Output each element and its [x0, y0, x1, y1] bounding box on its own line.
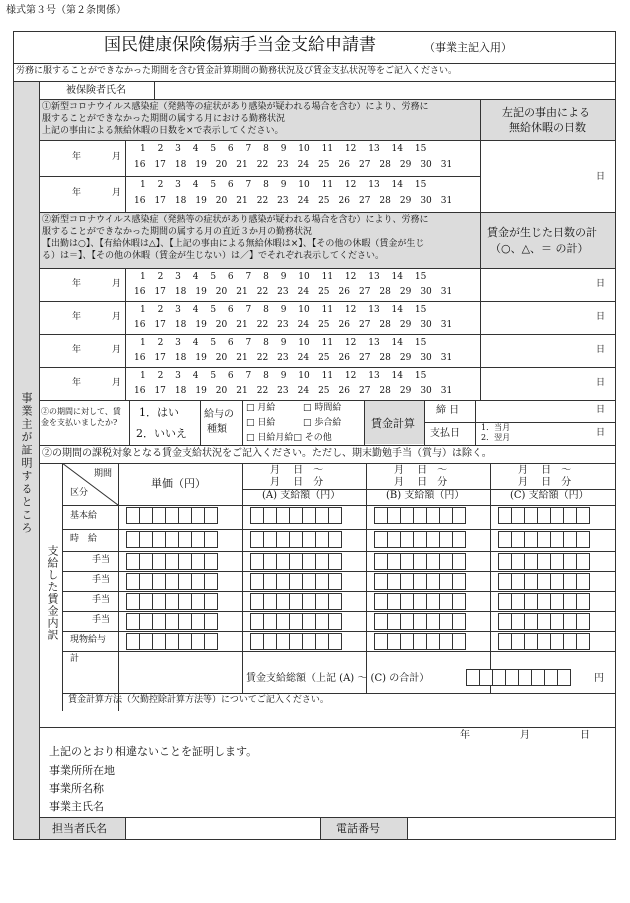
sec1-text-line3: 上記の事由による無給休暇の日数を×で表示してください。: [42, 126, 284, 136]
amount-cells-r1-c1[interactable]: [126, 507, 217, 526]
cert-address-label: 事業所所在地: [49, 764, 115, 777]
insured-name-label: 被保険者氏名: [66, 85, 126, 96]
amount-cells-r3-c2[interactable]: [250, 553, 341, 572]
period-label: 期間: [94, 469, 113, 479]
sec2-days2-2[interactable]: 16 17 18 19 20 21 22 23 24 25 26 27 28 29 30 31: [134, 319, 453, 330]
calc-method-label: 賃金計算方法（欠勤控除計算方法等）についてご記入ください。: [68, 695, 329, 705]
payday-this-month[interactable]: 1．当月: [481, 423, 511, 432]
amount-cells-r1-c4[interactable]: [498, 507, 589, 526]
sec2-month-1[interactable]: 月: [112, 278, 122, 289]
amount-cells-r2-c3[interactable]: [374, 531, 465, 550]
row-label-5: 手当: [92, 595, 111, 605]
sec2-year-1[interactable]: 年: [72, 278, 82, 289]
amount-cells-r2-c4[interactable]: [498, 531, 589, 550]
amount-cells-r2-c2[interactable]: [250, 531, 341, 550]
sec1-year-2[interactable]: 年: [72, 188, 82, 198]
sec1-text-line1: ①新型コロナウイルス感染症（発熱等の症状があり感染が疑われる場合を含む）により、労務に: [42, 102, 429, 112]
sec2-year-2[interactable]: 年: [72, 311, 82, 322]
sec1-days2-1[interactable]: 16 17 18 19 20 21 22 23 24 25 26 27 28 29 30 31: [134, 160, 453, 170]
sec2-days1-1[interactable]: 1 2 3 4 5 6 7 8 9 10 11 12 13 14 15: [140, 272, 427, 282]
payment-yes[interactable]: 1．はい: [139, 406, 179, 419]
amount-cells-r7-c3[interactable]: [374, 633, 465, 652]
cert-company-label: 事業所名称: [49, 782, 104, 795]
total-label: 賃金支給総額（上記 (A) ～ (C) の合計）: [246, 673, 430, 684]
wage-type-label2: 種類: [207, 424, 227, 435]
amount-cells-r5-c3[interactable]: [374, 593, 465, 612]
amount-cells-r3-c3[interactable]: [374, 553, 465, 572]
sec2-days2-4[interactable]: 16 17 18 19 20 21 22 23 24 25 26 27 28 29 30 31: [134, 385, 453, 396]
col-a-header: (A) 支給額（円）: [262, 490, 341, 501]
amount-cells-r3-c1[interactable]: [126, 553, 217, 572]
payment-no[interactable]: 2．いいえ: [136, 427, 187, 440]
amount-cells-r5-c4[interactable]: [498, 593, 589, 612]
amount-cells-r4-c3[interactable]: [374, 573, 465, 592]
opt-daily[interactable]: □ 日給: [246, 418, 276, 428]
amount-cells-r3-c4[interactable]: [498, 553, 589, 572]
total-amount-cells[interactable]: [466, 669, 570, 688]
row-label-1: 基本給: [70, 511, 98, 521]
sec1-days1-1[interactable]: 1 2 3 4 5 6 7 8 9 10 11 12 13 14 15: [140, 144, 427, 154]
sec2-year-4[interactable]: 年: [72, 377, 82, 388]
amount-cells-r7-c1[interactable]: [126, 633, 217, 652]
cutoff-day-unit: 日: [596, 405, 606, 415]
sec1-month-2[interactable]: 月: [112, 188, 122, 198]
cert-date[interactable]: 年 月 日: [460, 730, 590, 741]
row-label-2: 時 給: [70, 534, 98, 544]
amount-cells-r5-c1[interactable]: [126, 593, 217, 612]
sec2-month-2[interactable]: 月: [112, 311, 122, 322]
unit-price-header: 単価（円）: [151, 477, 206, 490]
amount-cells-r6-c3[interactable]: [374, 613, 465, 632]
sec1-days1-2[interactable]: 1 2 3 4 5 6 7 8 9 10 11 12 13 14 15: [140, 180, 427, 190]
calc-label: 賃金計算: [371, 417, 415, 430]
phone-field[interactable]: [408, 818, 615, 839]
payday-next-month[interactable]: 2．翌月: [481, 433, 511, 442]
sec1-days-unit: 日: [596, 172, 606, 182]
sec2-days2-3[interactable]: 16 17 18 19 20 21 22 23 24 25 26 27 28 29 30 31: [134, 352, 453, 363]
sec2-right-header1: 賃金が生じた日数の計: [487, 226, 597, 239]
sec2-text-line2: 服することができなかった期間の属する月の直近３か月の勤務状況: [42, 227, 313, 237]
wage-type-label1: 給与の: [204, 409, 234, 420]
amount-cells-r2-c1[interactable]: [126, 531, 217, 550]
sec1-text-line2: 服することができなかった期間の属する月における勤務状況: [42, 114, 286, 124]
contact-name-field[interactable]: [126, 818, 320, 839]
insured-name-field[interactable]: [155, 82, 615, 99]
col-c-header: (C) 支給額（円）: [510, 490, 589, 501]
sec2-month-4[interactable]: 月: [112, 377, 122, 388]
sec2-year-3[interactable]: 年: [72, 344, 82, 355]
row-label-6: 手当: [92, 615, 111, 625]
amount-cells-r4-c1[interactable]: [126, 573, 217, 592]
row-label-4: 手当: [92, 575, 111, 585]
opt-piece[interactable]: □ 歩合給: [303, 418, 342, 428]
opt-daily-monthly[interactable]: □ 日給月給□ その他: [246, 433, 332, 443]
amount-cells-r6-c1[interactable]: [126, 613, 217, 632]
sec2-unit-1: 日: [596, 278, 606, 289]
payday-day-unit: 日: [596, 428, 606, 438]
intro-text: 労務に服することができなかった期間を含む賃金計算期間の勤務状況及び賃金支払状況等をご記入ください。: [16, 66, 458, 76]
amount-cells-r5-c2[interactable]: [250, 593, 341, 612]
sec2-days1-3[interactable]: 1 2 3 4 5 6 7 8 9 10 11 12 13 14 15: [140, 338, 427, 348]
sec2-right-header2: （○、△、＝ の計）: [490, 242, 589, 255]
amount-cells-r6-c2[interactable]: [250, 613, 341, 632]
cert-owner-label: 事業主氏名: [49, 800, 104, 813]
sec2-text-line4: る）は＝】、【その他の休暇（賃金が生じない）は／】でそれぞれ表示してください。: [42, 251, 385, 261]
col-b-header: (B) 支給額（円）: [386, 490, 465, 501]
phone-label: 電話番号: [336, 822, 380, 835]
sec2-text-line1: ②新型コロナウイルス感染症（発熱等の症状があり感染が疑われる場合を含む）により、労務に: [42, 215, 429, 225]
form-title-suffix: （事業主記入用）: [424, 41, 512, 54]
period-a-to: 月 日 分: [270, 477, 324, 488]
payment-question: ②の期間に対して、賃金を支払いましたか?: [41, 407, 121, 427]
row-label-8: 計: [70, 654, 80, 664]
row-label-3: 手当: [92, 555, 111, 565]
sec2-days2-1[interactable]: 16 17 18 19 20 21 22 23 24 25 26 27 28 29 30 31: [134, 286, 453, 297]
period-c-to: 月 日 分: [518, 477, 572, 488]
sec1-right-header2: 無給休暇の日数: [509, 121, 586, 134]
cert-statement: 上記のとおり相違ないことを証明します。: [49, 745, 258, 758]
period-c-from: 月 日 ～: [518, 465, 572, 476]
sec3-header: ②の期間の課税対象となる賃金支給状況をご記入ください。ただし、期末勤勉手当（賞与）は除く。: [42, 448, 492, 459]
sec2-text-line3: 【出勤は○】、【有給休暇は△】、【上記の事由による無給休暇は×】、【その他の休暇（賃金が生じ: [42, 239, 425, 249]
category-label: 区分: [70, 488, 89, 498]
opt-monthly[interactable]: □ 月給: [246, 403, 276, 413]
paid-wages-label: 支給した賃金内訳: [46, 545, 59, 641]
amount-cells-r7-c4[interactable]: [498, 633, 589, 652]
sec1-year-1[interactable]: 年: [72, 152, 82, 162]
contact-label: 担当者氏名: [52, 822, 107, 835]
form-number: 様式第３号（第２条関係）: [6, 5, 126, 16]
sec2-unit-4: 日: [596, 377, 606, 388]
cutoff-label: 締 日: [436, 405, 460, 416]
sec2-days1-2[interactable]: 1 2 3 4 5 6 7 8 9 10 11 12 13 14 15: [140, 305, 427, 315]
period-a-from: 月 日 ～: [270, 465, 324, 476]
payday-label: 支払日: [430, 428, 460, 439]
sec2-month-3[interactable]: 月: [112, 344, 122, 355]
sec2-unit-3: 日: [596, 344, 606, 355]
form-title: 国民健康保険傷病手当金支給申請書: [104, 35, 376, 55]
period-b-from: 月 日 ～: [394, 465, 448, 476]
amount-cells-r6-c4[interactable]: [498, 613, 589, 632]
amount-cells-r4-c4[interactable]: [498, 573, 589, 592]
total-yen-unit: 円: [594, 673, 604, 684]
amount-cells-r7-c2[interactable]: [250, 633, 341, 652]
row-label-7: 現物給与: [70, 635, 107, 645]
sec2-days1-4[interactable]: 1 2 3 4 5 6 7 8 9 10 11 12 13 14 15: [140, 371, 427, 381]
amount-cells-r4-c2[interactable]: [250, 573, 341, 592]
amount-cells-r1-c3[interactable]: [374, 507, 465, 526]
amount-cells-r1-c2[interactable]: [250, 507, 341, 526]
sec1-month-1[interactable]: 月: [112, 152, 122, 162]
sec2-unit-2: 日: [596, 311, 606, 322]
sec1-days2-2[interactable]: 16 17 18 19 20 21 22 23 24 25 26 27 28 29 30 31: [134, 196, 453, 206]
period-b-to: 月 日 分: [394, 477, 448, 488]
side-label: 事業主が証明するところ: [20, 392, 33, 535]
opt-hourly[interactable]: □ 時間給: [303, 403, 342, 413]
sec1-right-header1: 左記の事由による: [502, 106, 590, 119]
